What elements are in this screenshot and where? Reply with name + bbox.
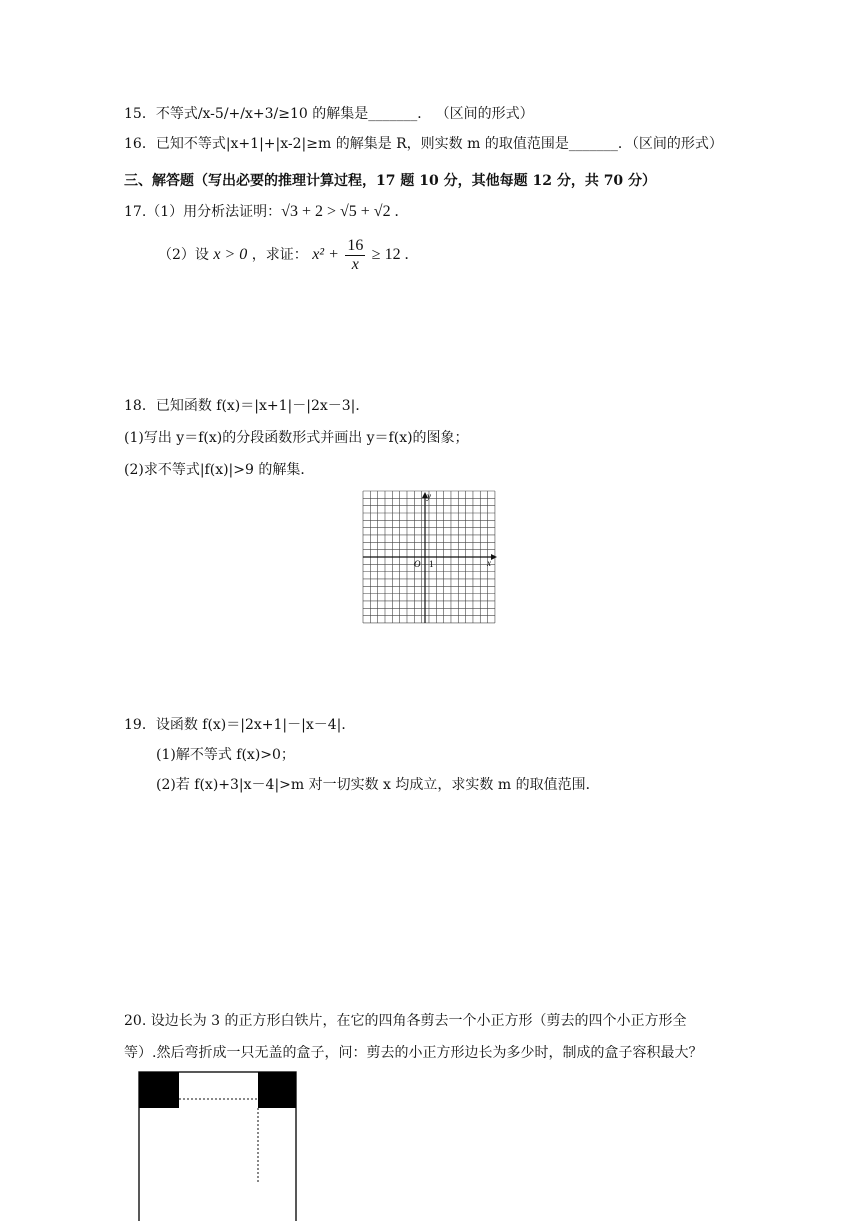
question-15: 15．不等式/x-5/+/x+3/≥10 的解集是_______． （区间的形式）: [124, 106, 534, 122]
section-3-heading: 三、解答题（写出必要的推理计算过程，17 题 10 分，其他每题 12 分，共 70 分）: [124, 173, 657, 189]
square-sheet-figure: [138, 1071, 298, 1221]
x-axis-label: x: [487, 558, 491, 568]
question-17-part-2-expr-left: x² +: [312, 246, 339, 263]
unit-label: 1: [429, 559, 434, 569]
question-17-part-1: [124, 202, 399, 222]
question-17-part-2-expr-right: ≥ 12 .: [371, 246, 409, 263]
question-20-line-1: 20. 设边长为 3 的正方形白铁片，在它的四角各剪去一个小正方形（剪去的四个小正方形全: [124, 1013, 687, 1029]
fraction-denominator: x: [351, 255, 359, 273]
fraction-numerator: 16: [347, 236, 364, 254]
question-19-stem: 19．设函数 f(x)＝|2x+1|－|x－4|．: [124, 717, 356, 733]
question-17-part-1-text: 17.（1）用分析法证明：: [124, 204, 282, 220]
y-axis-label: y: [427, 491, 431, 501]
question-19-part-2: (2)若 f(x)+3|x－4|>m 对一切实数 x 均成立，求实数 m 的取值范围．: [156, 777, 600, 793]
x-axis-arrow-icon: [491, 554, 497, 560]
question-18-part-1: (1)写出 y＝f(x)的分段函数形式并画出 y＝f(x)的图象；: [124, 430, 469, 446]
question-19-part-1: (1)解不等式 f(x)>0；: [156, 747, 295, 763]
question-18-part-2: (2)求不等式|f(x)|>9 的解集．: [124, 462, 315, 478]
question-18-stem: 18．已知函数 f(x)＝|x+1|－|2x－3|．: [124, 398, 370, 414]
question-17-part-2: [158, 236, 409, 274]
question-17-fraction: [345, 237, 365, 274]
cut-corner-top-left: [139, 1072, 179, 1108]
question-17-part-1-expression: √3 + 2 > √5 + √2 .: [281, 203, 399, 220]
question-17-part-2-prefix: （2）设: [158, 247, 209, 263]
question-16: 16．已知不等式|x+1|+|x-2|≥m 的解集是 R，则实数 m 的取值范围是_______．（区间的形式）: [124, 136, 723, 152]
question-17-part-2-condition: x > 0: [213, 246, 248, 263]
question-17-part-2-mid: ，求证：: [251, 247, 308, 263]
question-20-line-2: 等）.然后弯折成一只无盖的盒子，问：剪去的小正方形边长为多少时，制成的盒子容积最大？: [124, 1045, 703, 1061]
origin-label: O: [414, 559, 421, 569]
coordinate-grid: [363, 491, 497, 623]
cut-corner-top-right: [258, 1072, 296, 1108]
